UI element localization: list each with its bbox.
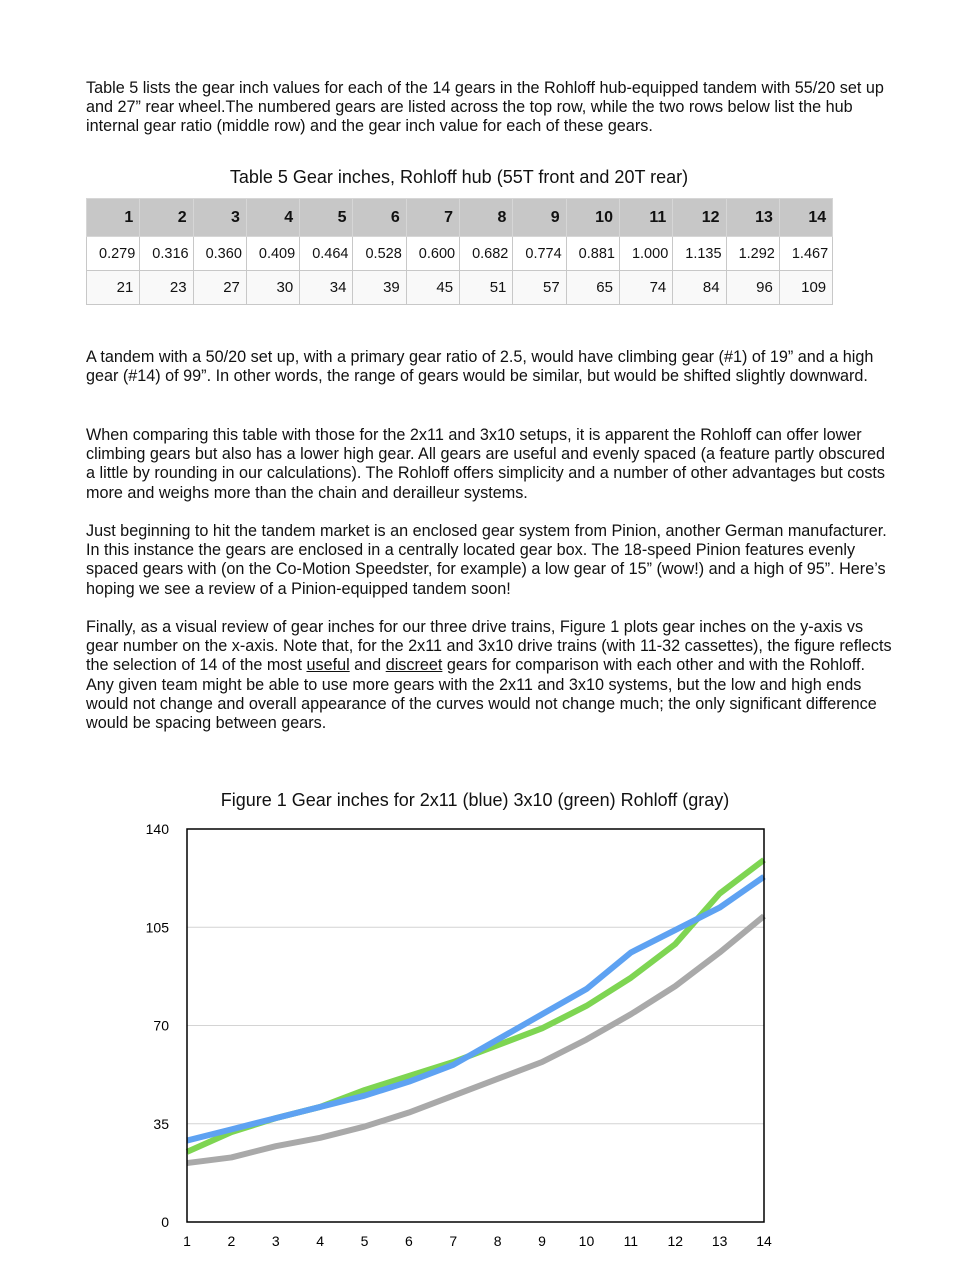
x-tick-label: 12 [667, 1233, 684, 1249]
ratio-cell: 0.881 [566, 237, 619, 271]
header-cell: 2 [140, 199, 193, 237]
ratio-cell: 0.279 [87, 237, 140, 271]
ratio-cell: 1.135 [673, 237, 726, 271]
header-cell: 11 [619, 199, 672, 237]
header-cell: 6 [353, 199, 406, 237]
x-tick-label: 4 [316, 1233, 325, 1249]
ratio-cell: 0.528 [353, 237, 406, 271]
x-tick-label: 5 [360, 1233, 369, 1249]
ratio-cell: 1.467 [779, 237, 832, 271]
text-span: and [349, 656, 386, 675]
ratio-cell: 0.360 [193, 237, 246, 271]
y-tick-label: 0 [161, 1214, 169, 1230]
x-tick-label: 14 [756, 1233, 772, 1249]
x-tick-label: 8 [493, 1233, 502, 1249]
header-cell: 3 [193, 199, 246, 237]
ratio-cell: 0.600 [406, 237, 459, 271]
ratio-cell: 0.682 [460, 237, 513, 271]
ratio-cell: 1.292 [726, 237, 779, 271]
table-title: Table 5 Gear inches, Rohloff hub (55T front and 20T rear) [229, 167, 689, 187]
gear-inch-cell: 74 [619, 271, 672, 305]
x-tick-label: 13 [711, 1233, 728, 1249]
gear-inch-cell: 57 [513, 271, 566, 305]
header-cell: 1 [87, 199, 140, 237]
x-tick-label: 9 [538, 1233, 546, 1249]
y-tick-label: 35 [153, 1115, 169, 1132]
gear-inch-cell: 65 [566, 271, 619, 305]
figure-title: Figure 1 Gear inches for 2x11 (blue) 3x10 (green) Rohloff (gray) [220, 790, 730, 810]
x-tick-label: 11 [623, 1233, 639, 1249]
series-line-0 [187, 916, 764, 1163]
series-line-1 [187, 860, 764, 1152]
x-tick-label: 10 [578, 1233, 595, 1249]
header-cell: 12 [673, 199, 726, 237]
x-tick-label: 2 [227, 1233, 236, 1249]
paragraph-50-20-setup: A tandem with a 50/20 set up, with a primary gear ratio of 2.5, would have climbing gear (#1) of 19” and a high gear (#14) of 99”. In other words, the range of gears would be similar, but would be shifted slightly downward. [86, 348, 874, 386]
paragraph-comparison: When comparing this table with those for the 2x11 and 3x10 setups, it is apparent the Rohloff can offer lower climbing gears but also has a lower high gear. All gears are useful and evenly spaced (a feature partly obscured a little by rounding in our calculations). The Rohloff offers simplicity and a number of other advantages but costs more and weighs more than the chain and derailleur systems. [86, 426, 886, 502]
ratio-cell: 0.464 [300, 237, 353, 271]
x-tick-label: 7 [449, 1233, 458, 1249]
header-cell: 8 [460, 199, 513, 237]
header-cell: 5 [300, 199, 353, 237]
x-tick-label: 1 [183, 1233, 191, 1249]
header-cell: 14 [779, 199, 832, 237]
series-line-2 [187, 877, 764, 1141]
intro-paragraph: Table 5 lists the gear inch values for each of the 14 gears in the Rohloff hub-equipped tandem with 55/20 set up and 27” rear wheel.The numbered gears are listed across the top row, while the two rows below list the hub internal gear ratio (middle row) and the gear inch value for each of these gears. [86, 79, 884, 136]
gear-inch-cell: 109 [779, 271, 832, 305]
gear-inch-cell: 51 [460, 271, 513, 305]
gear-inch-cell: 34 [300, 271, 353, 305]
paragraph-pinion: Just beginning to hit the tandem market is an enclosed gear system from Pinion, another German manufacturer. In this instance the gears are enclosed in a centrally located gear box. The 18-speed Pinion features evenly spaced gears with (on the Co-Motion Speedster, for example) a low gear of 15” (wow!) and a high of 95”. Here’s hoping we see a review of a Pinion-equipped tandem soon! [86, 522, 887, 598]
gear-inch-cell: 39 [353, 271, 406, 305]
gear-inch-cell: 27 [193, 271, 246, 305]
header-cell: 10 [566, 199, 619, 237]
gear-inch-cell: 30 [246, 271, 299, 305]
header-cell: 7 [406, 199, 459, 237]
y-tick-label: 70 [153, 1017, 169, 1034]
text-span: gears for comparison with each other and with the Rohloff. Any given team might be able to use more gears with the 2x11 and 3x10 systems, but the low and high ends would not change and overall appearance of the curves would not change much; the only significant difference would be spacing between gears. [86, 656, 877, 733]
gear-inch-cell: 45 [406, 271, 459, 305]
underlined-word: useful [306, 656, 350, 675]
ratio-cell: 0.316 [140, 237, 193, 271]
header-cell: 9 [513, 199, 566, 237]
header-cell: 13 [726, 199, 779, 237]
ratio-cell: 0.409 [246, 237, 299, 271]
x-tick-label: 6 [405, 1233, 413, 1249]
gear-inch-cell: 84 [673, 271, 726, 305]
x-tick-label: 3 [271, 1233, 280, 1249]
ratio-cell: 0.774 [513, 237, 566, 271]
header-cell: 4 [246, 199, 299, 237]
underlined-word: discreet [385, 656, 443, 675]
ratio-cell: 1.000 [619, 237, 672, 271]
gear-inch-cell: 23 [140, 271, 193, 305]
y-tick-label: 140 [145, 821, 169, 837]
gear-inch-cell: 21 [87, 271, 140, 305]
gear-inch-cell: 96 [726, 271, 779, 305]
text-span: Finally, as a visual review of gear inches for our three drive trains, Figure 1 plots gear inches on the y-axis vs gear number on the x-axis. Note that, for the 2x11 and 3x10 drive trains (with 11-32 cassettes), the figure reflects the selection of 14 of the most [86, 618, 892, 675]
y-tick-label: 105 [145, 919, 169, 936]
